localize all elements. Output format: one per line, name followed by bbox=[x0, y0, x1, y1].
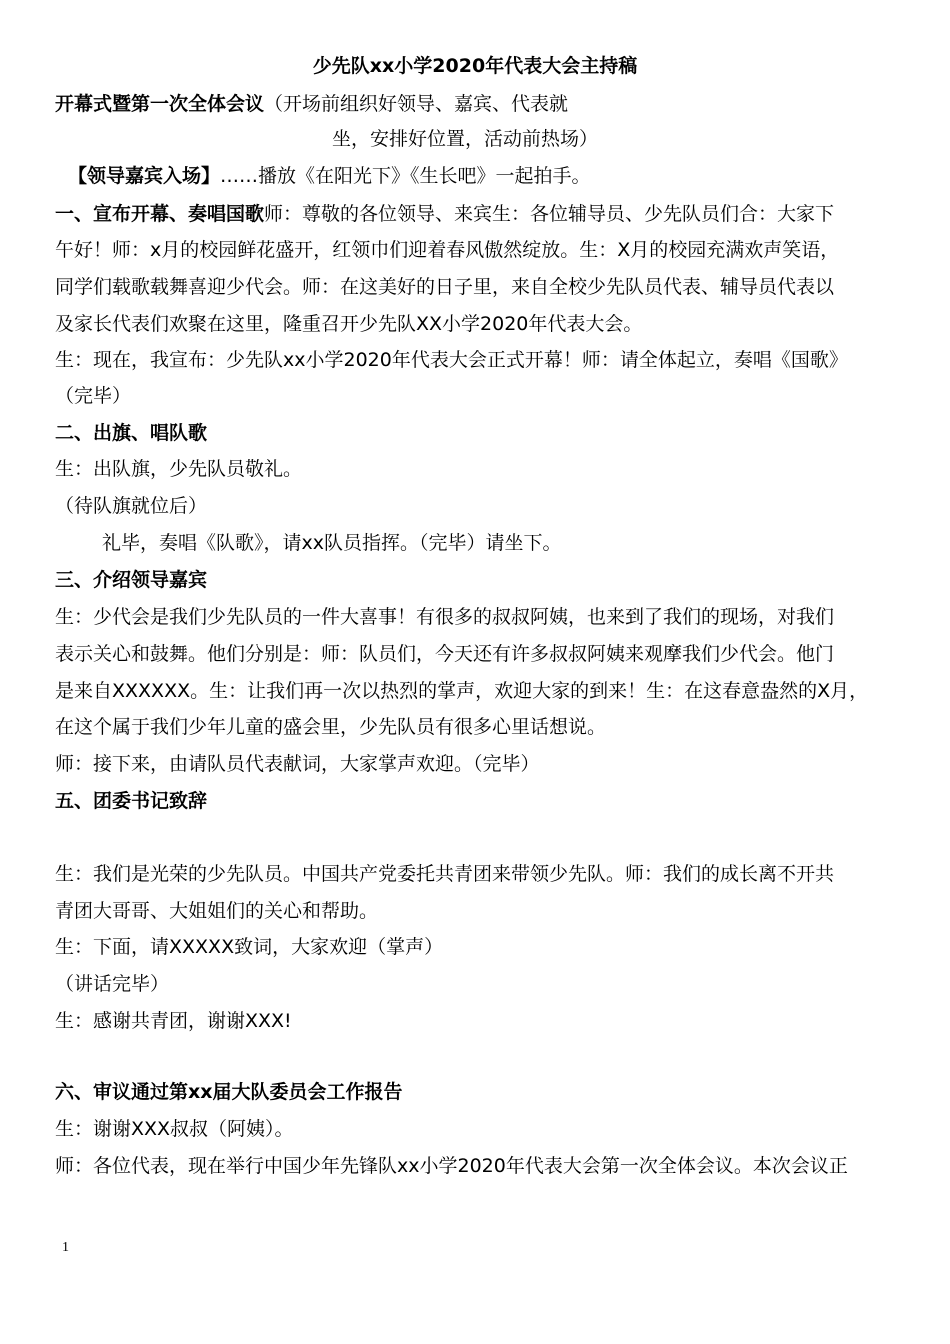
paragraph-line: 在这个属于我们少年儿童的盛会里，少先队员有很多心里话想说。 bbox=[55, 716, 607, 738]
section-three-heading: 三、介绍领导嘉宾 bbox=[55, 569, 208, 591]
paragraph-line: 是来自XXXXXX。生：让我们再一次以热烈的掌声，欢迎大家的到来！生：在这春意盎然的X月， bbox=[55, 680, 869, 702]
paragraph-line: 同学们载歌载舞喜迎少代会。师：在这美好的日子里，来自全校少先队员代表、辅导员代表以 bbox=[55, 276, 835, 298]
paragraph-line: 表示关心和鼓舞。他们分别是：师：队员们，今天还有许多叔叔阿姨来观摩我们少代会。他门 bbox=[55, 643, 835, 665]
paragraph-line: 生：我们是光荣的少先队员。中国共产党委托共青团来带领少先队。师：我们的成长离不开共 bbox=[55, 863, 835, 885]
session-note-continued: 坐，安排好位置，活动前热场） bbox=[332, 128, 599, 150]
section-one-line bbox=[55, 202, 834, 226]
paragraph-line: 师：接下来，由请队员代表献词，大家掌声欢迎。（完毕） bbox=[55, 753, 540, 775]
paragraph-line: 生：出队旗，少先队员敬礼。 bbox=[55, 458, 303, 480]
paragraph-line: 礼毕，奏唱《队歌》，请xx队员指挥。（完毕）请坐下。 bbox=[102, 532, 562, 554]
session-heading: 开幕式暨第一次全体会议 bbox=[55, 93, 265, 115]
entrance-heading: 【领导嘉宾入场】 bbox=[68, 165, 221, 187]
paragraph-line: 青团大哥哥、大姐姐们的关心和帮助。 bbox=[55, 900, 379, 922]
paragraph-line: 及家长代表们欢聚在这里，隆重召开少先队XX小学2020年代表大会。 bbox=[55, 313, 643, 335]
section-two-heading: 二、出旗、唱队歌 bbox=[55, 422, 208, 444]
section-one-heading: 一、宣布开幕、奏唱国歌 bbox=[55, 203, 265, 225]
section-five-heading: 五、团委书记致辞 bbox=[55, 790, 208, 812]
entrance-line bbox=[68, 164, 591, 188]
session-heading-line bbox=[55, 92, 568, 116]
document-title: 少先队xx小学2020年代表大会主持稿 bbox=[312, 55, 638, 77]
paragraph-line: （讲话完毕） bbox=[55, 973, 170, 995]
section-one-text: 师：尊敬的各位领导、来宾生：各位辅导员、少先队员们合：大家下 bbox=[264, 203, 835, 225]
session-note: （开场前组织好领导、嘉宾、代表就 bbox=[264, 93, 569, 115]
paragraph-line: 午好！师：x月的校园鲜花盛开，红领巾们迎着春风傲然绽放。生：X月的校园充满欢声笑语， bbox=[55, 239, 840, 261]
paragraph-line: 生：现在，我宣布：少先队xx小学2020年代表大会正式开幕！师：请全体起立，奏唱《国歌》 bbox=[55, 349, 848, 371]
paragraph-line: 师：各位代表，现在举行中国少年先锋队xx小学2020年代表大会第一次全体会议。本次会议正 bbox=[55, 1155, 848, 1177]
entrance-text: ……播放《在阳光下》《生长吧》一起拍手。 bbox=[220, 165, 591, 187]
page-number: 1 bbox=[62, 1240, 69, 1255]
paragraph-line: 生：少代会是我们少先队员的一件大喜事！有很多的叔叔阿姨，也来到了我们的现场，对我们 bbox=[55, 606, 835, 628]
section-six-heading: 六、审议通过第xx届大队委员会工作报告 bbox=[55, 1081, 403, 1103]
paragraph-line: 生：谢谢XXX叔叔（阿姨）。 bbox=[55, 1118, 294, 1140]
paragraph-line: 生：感谢共青团，谢谢XXX! bbox=[55, 1010, 292, 1032]
paragraph-line: （待队旗就位后） bbox=[55, 495, 208, 517]
paragraph-line: （完毕） bbox=[55, 385, 132, 407]
paragraph-line: 生：下面，请XXXXX致词，大家欢迎（掌声） bbox=[55, 936, 444, 958]
